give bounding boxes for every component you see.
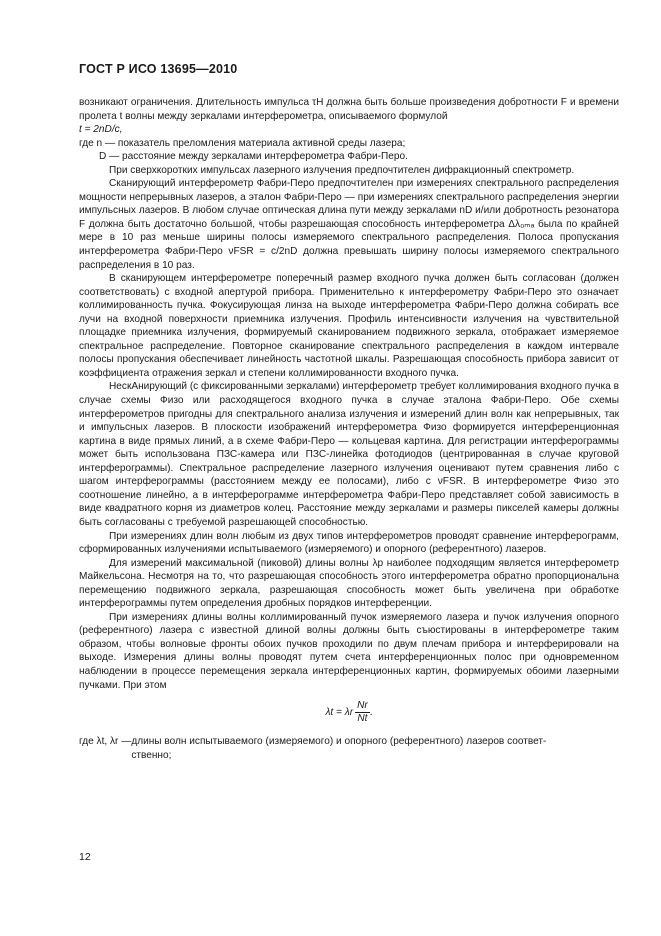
- formula-denominator: Nt: [357, 713, 368, 725]
- paragraph: Сканирующий интерферометр Фабри-Перо предпочтителен при измерениях спектрального распределения мощности непрерывных лазеров, а эталон Фабри-Перо — при измерениях спектрального распределения энергии импульсных лазеров. В любом случае оптическая длина пути между зеркалами nD и/или добротность резонатора F должна быть достаточно большой, чтобы разрешающая способность интерферометра Δλ₀ₘₐ была по крайней мере в 10 раз меньше ширины полосы измеряемого спектрального распределения. Полоса пропускания интерферометра Фабри-Перо νFSR = c/2nD должна превышать ширину полосы измеряемого спектрального распределения в 10 раз.: [79, 178, 619, 271]
- paragraph: При измерениях длины волны коллимированный пучок измеряемого лазера и пучок излучения опорного (референтного) лазера с известной длиной волны должны быть съюстированы в интерферометре таким образом, чтобы волновые фронты обоих пучков проходили по двум плечам прибора и интерферировали на выходе. Измерения длины волны проводят путем счета интерференционных полос при одновременном наблюдении в процессе перемещения зеркала интерференционных картин, формируемых обоими лазерными пучками. При этом: [79, 611, 619, 691]
- formula-fraction: [355, 700, 370, 725]
- document-body: [79, 96, 619, 762]
- paragraph: возникают ограничения. Длительность импульса τH должна быть больше произведения добротности F и времени пролета t волны между зеркалами интерферометра, описываемого формулой: [79, 97, 619, 122]
- paragraph: При измерениях длин волн любым из двух типов интерферометров проводят сравнение интерферограмм, сформированных излучениями испытываемого (измеряемого) и опорного (референтного) лазеров.: [79, 530, 619, 556]
- formula-lhs: λt = λr: [325, 706, 354, 718]
- paragraph: Для измерений максимальной (пиковой) длины волны λp наиболее подходящим является интерферометр Майкельсона. Несмотря на то, что разрешающая способность этого интерферометра обратно пропорциональна перемещению подвижного зеркала, разрешающая способность может быть увеличена при обработке интерферограммы путем определения дробных порядков интерференции.: [79, 557, 619, 610]
- formula-wavelength: [79, 700, 619, 725]
- where-line-n: где n — показатель преломления материала активной среды лазера;: [79, 137, 406, 149]
- formula-flight-time: t = 2nD/c,: [79, 124, 123, 136]
- where-block-lambda: [79, 735, 619, 762]
- formula-numerator: Nr: [357, 700, 368, 712]
- document-header: ГОСТ Р ИСО 13695—2010: [79, 62, 238, 76]
- paragraph: При сверхкоротких импульсах лазерного излучения предпочтителен дифракционный спектрометр.: [109, 164, 575, 176]
- formula-tail: .: [369, 706, 373, 718]
- paragraph: НескАнирующий (с фиксированными зеркалами) интерферометр требует коллимирования входного пучка в случае схемы Физо или расходящегося входного пучка в случае эталона Фабри-Перо. Обе схемы интерферометров пригодны для спектрального анализа излучения и измерений длин волн как непрерывных, так и импульсных лазеров. В плоскости изображений интерферометра Физо формируется интерференционная картина в виде прямых линий, а в схеме Фабри-Перо — кольцевая картина. Для регистрации интерферограммы может быть использована ПЗС-камера или ПЗС-линейка фотодиодов (центрированная в случае круговой интерферограммы). Спектральное распределение лазерного излучения оценивают путем сравнения либо с шагом интерферограммы (расстоянием между ее полосами), либо с νFSR. В интерферометре Физо это соотношение линейно, а в интерферограмме интерферометра Фабри-Перо представляет собой зависимость в виде квадратного корня из диаметров колец. Расстояние между зеркалами и размеры пикселей камеры должны быть согласованы с требуемой разрешающей способностью.: [79, 381, 619, 528]
- where-text-line: длины волн испытываемого (измеряемого) и опорного (референтного) лазеров соответ-: [131, 736, 547, 748]
- paragraph: В сканирующем интерферометре поперечный размер входного пучка должен быть согласован (должен соответствовать) с входной апертурой прибора. Применительно к интерферометру Фабри-Перо это означает коллимированность пучка. Фокусирующая линза на выходе интерферометра Фабри-Перо должна собирать все лучи на входной поверхности приемника излучения. Профиль интенсивности излучения на чувствительной площадке приемника излучения, формируемый сканированием подвижного зеркала, отображает измеряемое спектральное распределение. Повторное сканирование спектрального распределения в каждом интервале полосы пропускания обеспечивает линейность частотной шкалы. Разрешающая способность прибора зависит от коэффициента отражения зеркал и степени коллимированности входного пучка.: [79, 273, 619, 379]
- where-text: [131, 735, 619, 762]
- page-number: 12: [79, 851, 91, 863]
- where-line-d: D — расстояние между зеркалами интерферометра Фабри-Перо.: [99, 151, 408, 163]
- where-text-cont: ственно;: [131, 749, 172, 761]
- where-label: где λt, λr —: [79, 736, 132, 748]
